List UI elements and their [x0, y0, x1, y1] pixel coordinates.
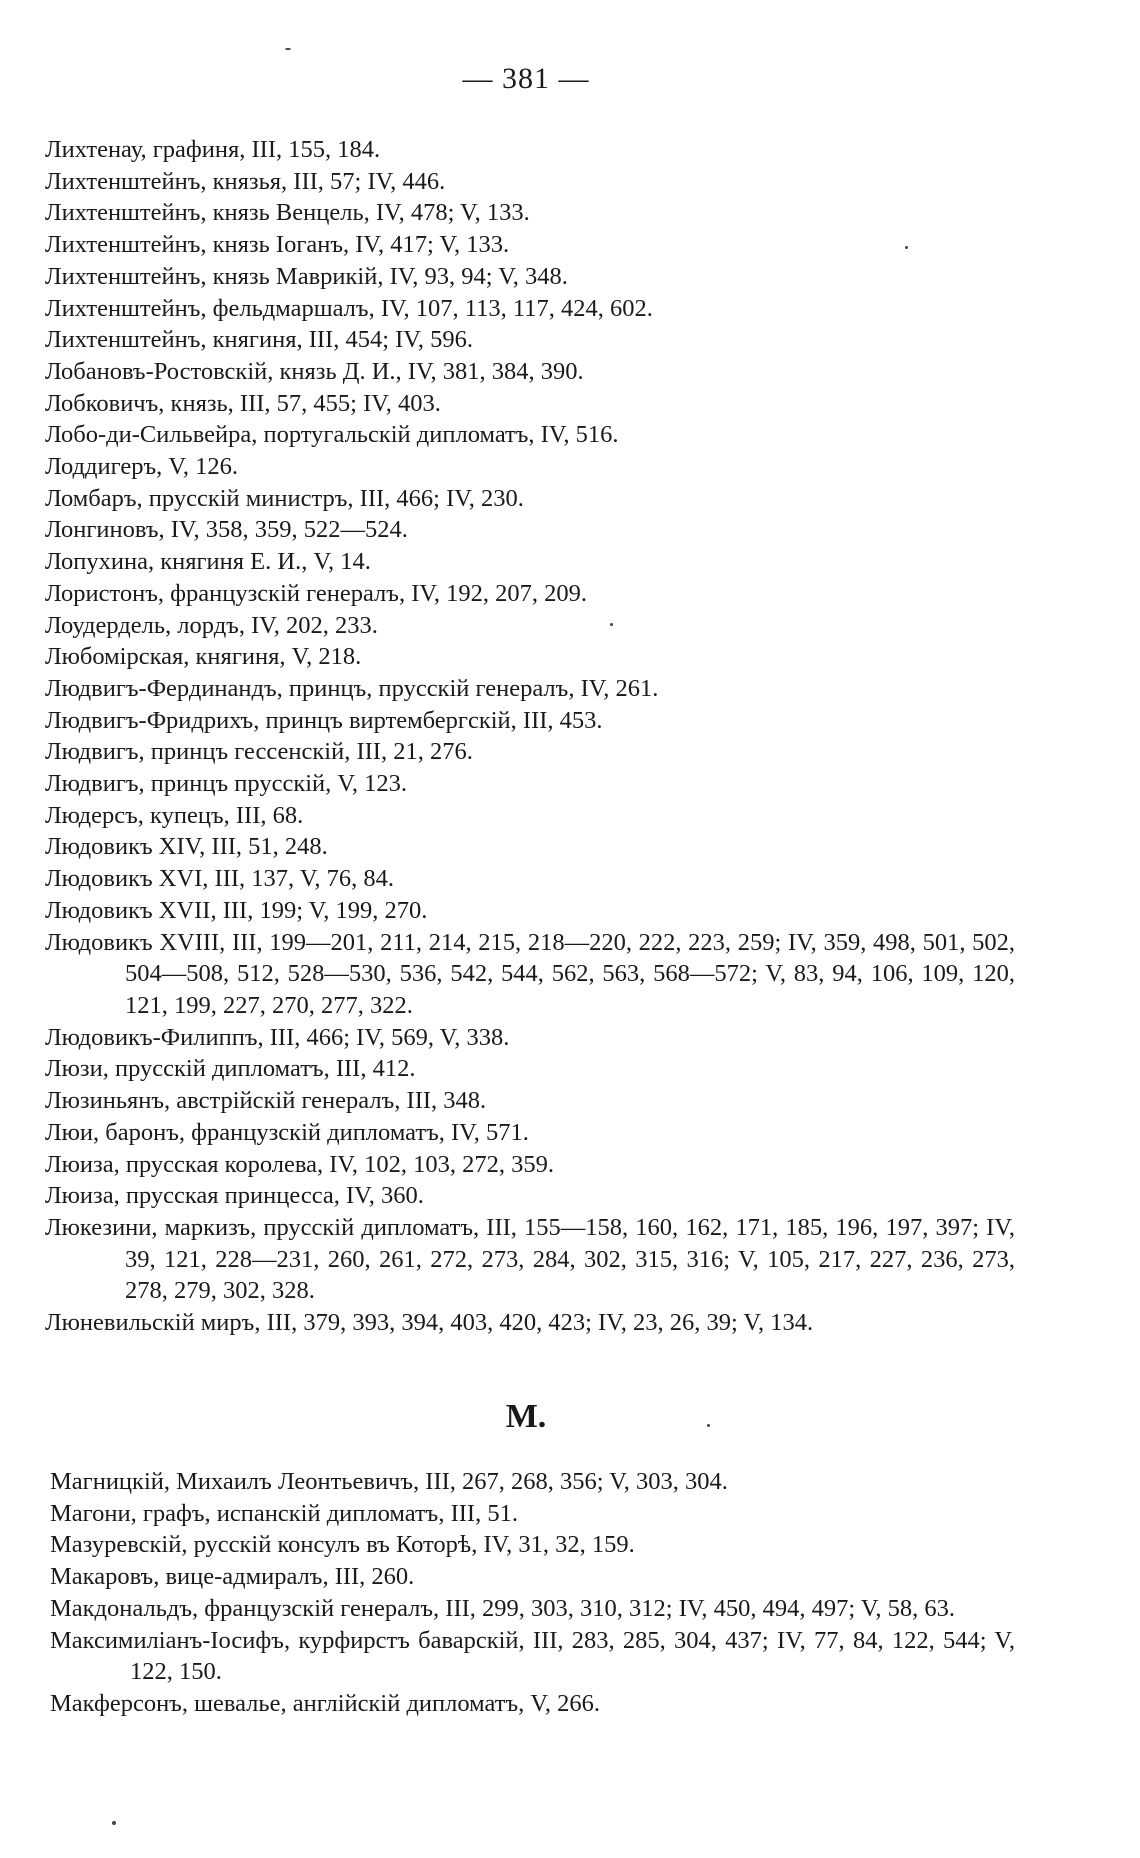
index-entry: Любомірская, княгиня, V, 218.	[45, 643, 362, 671]
index-entry: Людовикъ XVI, III, 137, V, 76, 84.	[45, 865, 395, 893]
index-entry: Лопухина, княгиня Е. И., V, 14.	[45, 548, 371, 576]
index-entry: Лихтенштейнъ, князья, III, 57; IV, 446.	[45, 167, 446, 195]
print-speck	[112, 1821, 116, 1825]
index-entry: Людвигъ-Фридрихъ, принцъ виртембергскій, III, 453.	[45, 706, 603, 734]
index-entry: Лихтенштейнъ, фельдмаршалъ, IV, 107, 113, 117, 424, 602.	[45, 294, 653, 322]
index-entry: Макферсонъ, шевалье, англійскій дипломатъ, V, 266.	[50, 1689, 601, 1717]
index-entry: Люкезини, маркизъ, прусскій дипломатъ, III, 155—158, 160, 162, 171, 185, 196, 197, 397; IV, 39, 121, 228—231, 260, 261, 272, 273, 284, 302, 315, 316; V, 105, 217, 227, 236, 273, 278, 279, 302, 328.	[45, 1213, 1015, 1305]
print-speck	[905, 246, 908, 249]
index-entry: Лихтенау, графиня, III, 155, 184.	[45, 136, 381, 163]
index-entry: Люиза, прусская королева, IV, 102, 103, 272, 359.	[45, 1150, 555, 1178]
index-entry: Людерсъ, купецъ, III, 68.	[45, 801, 304, 829]
index-entry: Людвигъ-Фердинандъ, принцъ, прусскій генералъ, IV, 261.	[45, 674, 659, 702]
index-entry: Людовикъ XVIII, III, 199—201, 211, 214, 215, 218—220, 222, 223, 259; IV, 359, 498, 501, 502, 504—508, 512, 528—530, 536, 542, 544, 562, 563, 568—572; V, 83, 94, 106, 109, 120, 121, 199, 227, 270, 277, 322.	[45, 928, 1015, 1019]
index-entry: Лихтенштейнъ, князь Венцель, IV, 478; V, 133.	[45, 199, 530, 227]
index-entry: Людвигъ, принцъ гессенскій, III, 21, 276.	[45, 738, 473, 766]
index-entry: Людовикъ-Филиппъ, III, 466; IV, 569, V, 338.	[45, 1023, 510, 1051]
index-entry: Лобковичъ, князь, III, 57, 455; IV, 403.	[45, 389, 441, 417]
index-entry: Лихтенштейнъ, князь Іоганъ, IV, 417; V, 133.	[45, 231, 510, 259]
index-entry: Лоддигеръ, V, 126.	[45, 453, 239, 481]
index-entry: Ломбаръ, прусскій министръ, III, 466; IV, 230.	[45, 484, 524, 512]
index-section-m	[50, 1466, 1015, 1720]
index-entry: Людвигъ, принцъ прусскій, V, 123.	[45, 770, 408, 798]
index-entry: Лихтенштейнъ, княгиня, III, 454; IV, 596.	[45, 326, 473, 354]
index-entry: Люзиньянъ, австрійскій генералъ, III, 348.	[45, 1087, 487, 1115]
index-entry: Лористонъ, французскій генералъ, IV, 192, 207, 209.	[45, 579, 588, 607]
index-entry: Люневильскій миръ, III, 379, 393, 394, 403, 420, 423; IV, 23, 26, 39; V, 134.	[45, 1309, 814, 1337]
index-entry: Люи, баронъ, французскій дипломатъ, IV, 571.	[45, 1118, 529, 1146]
index-entry: Магони, графъ, испанскій дипломатъ, III, 51.	[50, 1499, 518, 1527]
print-speck	[610, 623, 613, 626]
index-section-l	[45, 134, 1015, 1339]
index-entry: Лобановъ-Ростовскій, князь Д. И., IV, 381, 384, 390.	[45, 357, 584, 385]
print-speck	[707, 1424, 710, 1427]
index-entry: Лоудердель, лордъ, IV, 202, 233.	[45, 611, 378, 639]
index-entry: Лихтенштейнъ, князь Маврикій, IV, 93, 94; V, 348.	[45, 262, 568, 290]
index-entry: Люзи, прусскій дипломатъ, III, 412.	[45, 1055, 416, 1083]
index-entry: Максимиліанъ-Іосифъ, курфирстъ баварскій, III, 283, 285, 304, 437; IV, 77, 84, 122, 544; V, 122, 150.	[50, 1626, 1015, 1686]
index-entry: Людовикъ XIV, III, 51, 248.	[45, 833, 328, 861]
index-entry: Макаровъ, вице-адмиралъ, III, 260.	[50, 1563, 415, 1591]
index-entry: Макдональдъ, французскій генералъ, III, 299, 303, 310, 312; IV, 450, 494, 497; V, 58, 63.	[50, 1594, 956, 1622]
index-entry: Магницкій, Михаилъ Леонтьевичъ, III, 267, 268, 356; V, 303, 304.	[50, 1468, 728, 1495]
index-entry: Людовикъ XVII, III, 199; V, 199, 270.	[45, 896, 428, 924]
index-entry: Мазуревскій, русскій консулъ въ Которѣ, IV, 31, 32, 159.	[50, 1531, 635, 1559]
index-entry: Лонгиновъ, IV, 358, 359, 522—524.	[45, 516, 408, 544]
index-entry: Люиза, прусская принцесса, IV, 360.	[45, 1182, 424, 1210]
print-speck	[285, 48, 291, 50]
section-heading-m: М.	[505, 1398, 547, 1435]
page-number: — 381 —	[462, 62, 590, 95]
index-entry: Лобо-ди-Сильвейра, португальскій дипломатъ, IV, 516.	[45, 421, 619, 449]
